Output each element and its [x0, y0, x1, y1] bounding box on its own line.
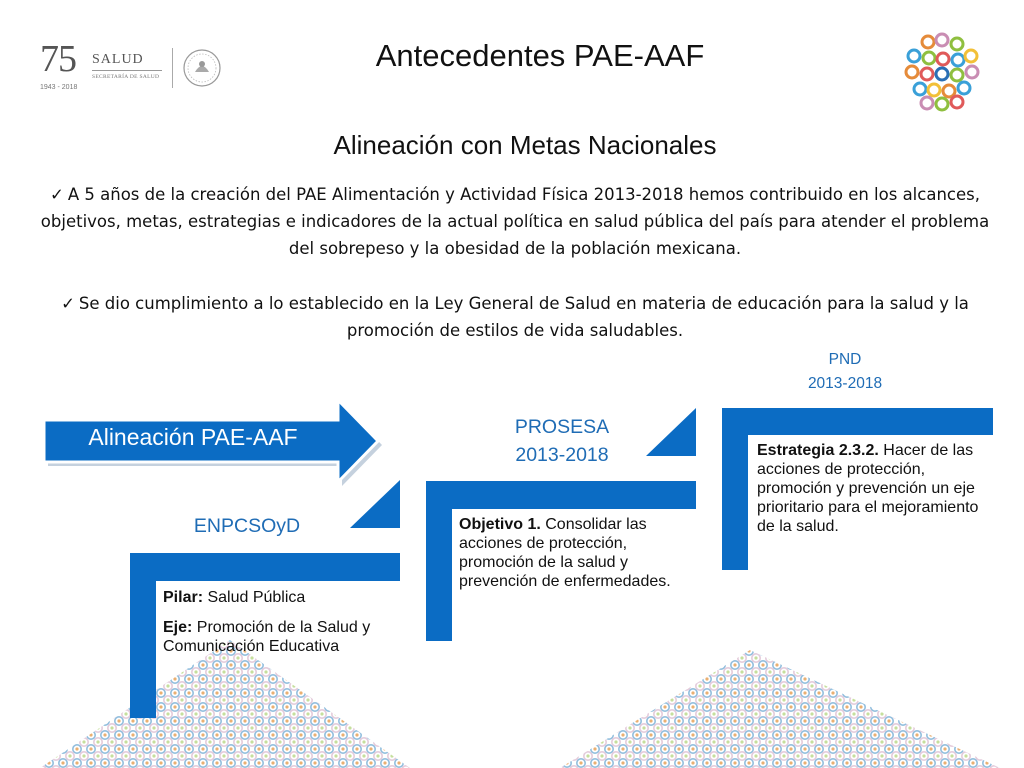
checkmark-icon: ✓ [50, 185, 64, 204]
section-subtitle: Alineación con Metas Nacionales [333, 130, 717, 160]
bullet-text: Se dio cumplimiento a lo establecido en la Ley General de Salud en materia de educación para la salud y la promoción de estilos de vida saludables. [78, 294, 969, 340]
bullet-text: A 5 años de la creación del PAE Alimentación y Actividad Física 2013-2018 hemos contribuido en los alcances, objetivos, metas, estrategias e indicadores de la actual política en salud pública del país para atender el problema del sobrepeso y la obesidad de la población mexicana. [40, 185, 990, 258]
page-title: Antecedentes PAE-AAF [375, 38, 705, 73]
pnd-label-years: 2013-2018 [807, 375, 883, 392]
dotted-mound-left [40, 640, 410, 768]
prosesa-label-years: 2013-2018 [515, 444, 609, 466]
checkmark-icon: ✓ [61, 294, 75, 313]
pillar-heading: Pilar: [163, 589, 204, 606]
pnd-label-name: PND [828, 351, 862, 368]
pillar-body: Salud Pública [203, 589, 306, 606]
enpcsoyd-axis-text [163, 618, 388, 656]
strategy-body: Hacer de las acciones de protección, promoción y prevención un eje prioritario para el mejoramiento de la salud. [757, 442, 979, 535]
strategy-heading: Estrategia 2.3.2. [757, 442, 879, 459]
salud-logo-subtitle: SECRETARÍA DE SALUD [92, 74, 160, 80]
objective-heading: Objetivo 1. [459, 516, 541, 533]
prosesa-label [492, 413, 632, 469]
pnd-label [790, 348, 900, 396]
prosesa-objective-text [459, 515, 694, 591]
objective-body: Consolidar las acciones de protección, promoción de la salud y prevención de enfermedades. [459, 516, 671, 590]
logo-number: 75 [40, 38, 76, 80]
alineacion-arrow-label: Alineación PAE-AAF [88, 424, 298, 450]
enpcsoyd-pillar-text [163, 588, 388, 607]
axis-heading: Eje: [163, 619, 193, 636]
axis-body: Promoción de la Salud y Comunicación Educativa [163, 619, 371, 655]
pnd-strategy-text [757, 441, 992, 536]
prosesa-label-name: PROSESA [514, 416, 610, 438]
salud-logo-name: SALUD [92, 52, 162, 71]
logo-years: 1943 - 2018 [40, 84, 78, 91]
dotted-mound-right [560, 650, 1000, 768]
enpcsoyd-label: ENPCSOyD [193, 515, 301, 537]
